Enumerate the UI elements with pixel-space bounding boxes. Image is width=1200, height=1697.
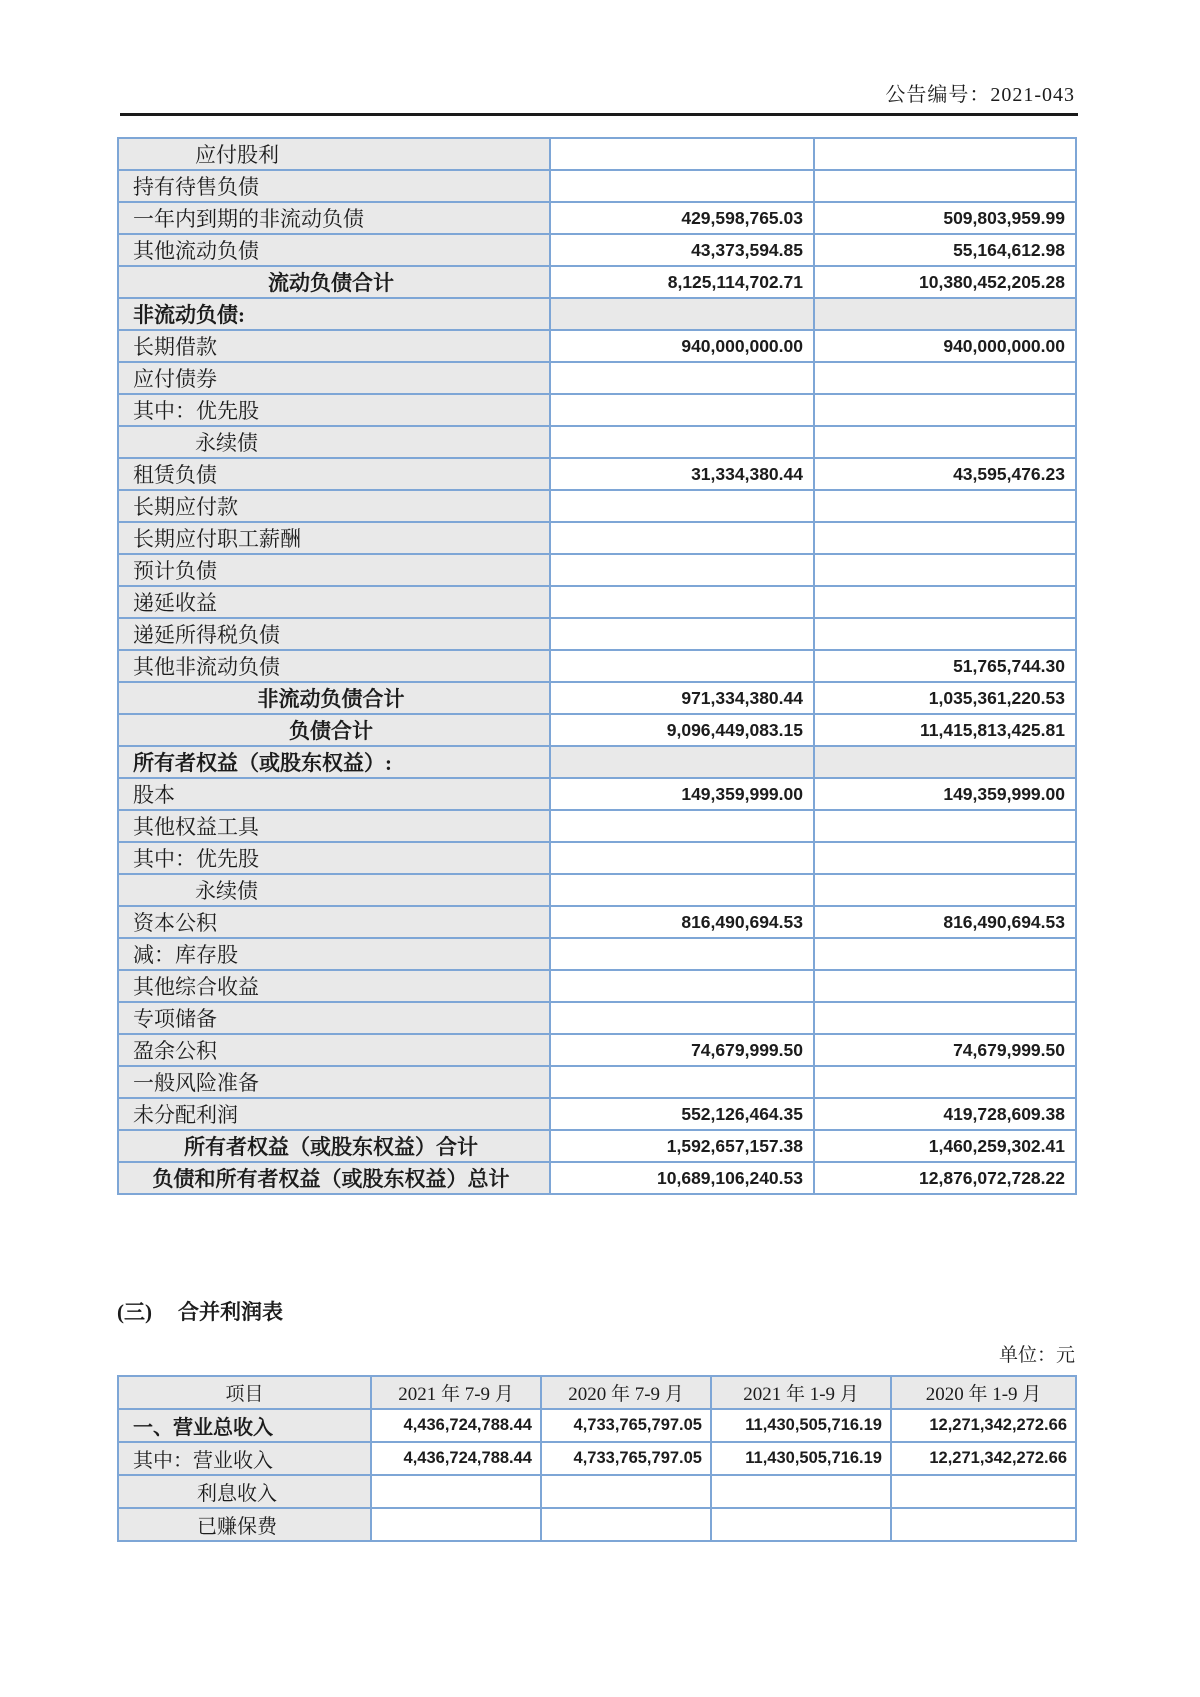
table-row — [118, 266, 1076, 298]
row-label: 长期借款 — [118, 330, 550, 362]
value-cell: 12,271,342,272.66 — [891, 1442, 1076, 1475]
table-row — [118, 714, 1076, 746]
row-label: 其他综合收益 — [118, 970, 550, 1002]
row-label: 非流动负债合计 — [118, 682, 550, 714]
value-prior-period: 51,765,744.30 — [814, 650, 1076, 682]
row-label: 应付股利 — [118, 138, 550, 170]
table-row — [118, 554, 1076, 586]
row-label: 资本公积 — [118, 906, 550, 938]
row-label: 利息收入 — [118, 1475, 371, 1508]
value-prior-period — [814, 586, 1076, 618]
table-row — [118, 1442, 1076, 1475]
row-label: 长期应付职工薪酬 — [118, 522, 550, 554]
table-row — [118, 842, 1076, 874]
table-row — [118, 746, 1076, 778]
table-row — [118, 426, 1076, 458]
value-current-period — [550, 298, 814, 330]
row-label: 专项储备 — [118, 1002, 550, 1034]
row-label: 所有者权益（或股东权益）: — [118, 746, 550, 778]
table-row — [118, 810, 1076, 842]
table-row — [118, 1508, 1076, 1541]
table-row — [118, 1034, 1076, 1066]
row-label: 一年内到期的非流动负债 — [118, 202, 550, 234]
value-current-period — [550, 426, 814, 458]
heading-number: (三) — [117, 1300, 152, 1324]
value-current-period — [550, 650, 814, 682]
row-label: 永续债 — [118, 874, 550, 906]
value-cell — [541, 1475, 711, 1508]
row-label: 其中：营业收入 — [118, 1442, 371, 1475]
value-prior-period: 816,490,694.53 — [814, 906, 1076, 938]
table-row — [118, 778, 1076, 810]
table-row — [118, 394, 1076, 426]
value-prior-period — [814, 490, 1076, 522]
value-prior-period: 419,728,609.38 — [814, 1098, 1076, 1130]
column-header-period: 2021 年 7-9 月 — [371, 1376, 541, 1409]
value-prior-period — [814, 554, 1076, 586]
income-statement-body — [118, 1409, 1076, 1541]
value-prior-period — [814, 1066, 1076, 1098]
row-label: 其中：优先股 — [118, 394, 550, 426]
value-current-period: 971,334,380.44 — [550, 682, 814, 714]
row-label: 一般风险准备 — [118, 1066, 550, 1098]
value-current-period — [550, 842, 814, 874]
table-row — [118, 618, 1076, 650]
value-prior-period: 509,803,959.99 — [814, 202, 1076, 234]
table-row — [118, 458, 1076, 490]
notice-number: 公告编号：2021-043 — [885, 84, 1075, 106]
value-prior-period: 12,876,072,728.22 — [814, 1162, 1076, 1194]
value-current-period — [550, 938, 814, 970]
value-prior-period — [814, 618, 1076, 650]
table-row — [118, 1098, 1076, 1130]
table-row — [118, 330, 1076, 362]
table-row — [118, 682, 1076, 714]
column-header-period: 2021 年 1-9 月 — [711, 1376, 891, 1409]
row-label: 流动负债合计 — [118, 266, 550, 298]
value-prior-period: 1,035,361,220.53 — [814, 682, 1076, 714]
row-label: 应付债券 — [118, 362, 550, 394]
value-cell: 4,436,724,788.44 — [371, 1442, 541, 1475]
header-rule-divider — [120, 113, 1078, 116]
row-label: 永续债 — [118, 426, 550, 458]
table-row — [118, 1130, 1076, 1162]
value-current-period — [550, 490, 814, 522]
value-cell — [711, 1475, 891, 1508]
income-header-row — [118, 1376, 1076, 1409]
table-row — [118, 202, 1076, 234]
row-label: 递延所得税负债 — [118, 618, 550, 650]
value-current-period — [550, 1066, 814, 1098]
value-cell: 11,430,505,716.19 — [711, 1409, 891, 1442]
value-current-period: 8,125,114,702.71 — [550, 266, 814, 298]
row-label: 未分配利润 — [118, 1098, 550, 1130]
heading-title: 合并利润表 — [178, 1300, 283, 1324]
value-prior-period — [814, 1002, 1076, 1034]
value-current-period — [550, 138, 814, 170]
value-current-period — [550, 618, 814, 650]
table-row — [118, 970, 1076, 1002]
table-row — [118, 874, 1076, 906]
value-prior-period — [814, 842, 1076, 874]
table-row — [118, 906, 1076, 938]
value-prior-period — [814, 874, 1076, 906]
value-cell: 4,733,765,797.05 — [541, 1442, 711, 1475]
value-prior-period: 11,415,813,425.81 — [814, 714, 1076, 746]
value-current-period — [550, 970, 814, 1002]
row-label: 预计负债 — [118, 554, 550, 586]
row-label: 递延收益 — [118, 586, 550, 618]
value-prior-period — [814, 362, 1076, 394]
value-prior-period: 149,359,999.00 — [814, 778, 1076, 810]
table-row — [118, 1162, 1076, 1194]
value-prior-period: 10,380,452,205.28 — [814, 266, 1076, 298]
value-prior-period: 43,595,476.23 — [814, 458, 1076, 490]
row-label: 盈余公积 — [118, 1034, 550, 1066]
row-label: 已赚保费 — [118, 1508, 371, 1541]
row-label: 其中：优先股 — [118, 842, 550, 874]
value-current-period: 1,592,657,157.38 — [550, 1130, 814, 1162]
value-current-period — [550, 746, 814, 778]
table-row — [118, 650, 1076, 682]
table-row — [118, 234, 1076, 266]
row-label: 其他非流动负债 — [118, 650, 550, 682]
value-current-period — [550, 874, 814, 906]
value-prior-period: 55,164,612.98 — [814, 234, 1076, 266]
value-current-period: 74,679,999.50 — [550, 1034, 814, 1066]
table-row — [118, 490, 1076, 522]
table-row — [118, 1409, 1076, 1442]
table-row — [118, 522, 1076, 554]
row-label: 一、营业总收入 — [118, 1409, 371, 1442]
value-current-period: 429,598,765.03 — [550, 202, 814, 234]
value-cell — [711, 1508, 891, 1541]
value-current-period — [550, 554, 814, 586]
value-current-period: 9,096,449,083.15 — [550, 714, 814, 746]
value-current-period — [550, 586, 814, 618]
table-row — [118, 1002, 1076, 1034]
row-label: 所有者权益（或股东权益）合计 — [118, 1130, 550, 1162]
value-prior-period — [814, 746, 1076, 778]
balance-sheet-table — [117, 137, 1077, 1195]
income-statement-table — [117, 1375, 1077, 1542]
value-prior-period — [814, 970, 1076, 1002]
unit-label: 单位：元 — [998, 1345, 1075, 1366]
value-current-period — [550, 522, 814, 554]
value-cell: 4,733,765,797.05 — [541, 1409, 711, 1442]
table-row — [118, 938, 1076, 970]
value-current-period — [550, 362, 814, 394]
value-cell — [891, 1475, 1076, 1508]
value-cell — [541, 1508, 711, 1541]
value-current-period — [550, 810, 814, 842]
value-prior-period — [814, 394, 1076, 426]
value-prior-period — [814, 298, 1076, 330]
row-label: 长期应付款 — [118, 490, 550, 522]
value-prior-period: 1,460,259,302.41 — [814, 1130, 1076, 1162]
value-prior-period — [814, 138, 1076, 170]
table-row — [118, 170, 1076, 202]
value-prior-period — [814, 170, 1076, 202]
value-cell — [371, 1508, 541, 1541]
row-label: 减：库存股 — [118, 938, 550, 970]
value-current-period — [550, 170, 814, 202]
table-row — [118, 586, 1076, 618]
table-row — [118, 362, 1076, 394]
row-label: 其他权益工具 — [118, 810, 550, 842]
table-row — [118, 138, 1076, 170]
value-prior-period — [814, 426, 1076, 458]
value-current-period: 940,000,000.00 — [550, 330, 814, 362]
value-current-period: 31,334,380.44 — [550, 458, 814, 490]
row-label: 股本 — [118, 778, 550, 810]
income-statement-heading — [117, 1296, 283, 1326]
column-header-period: 2020 年 7-9 月 — [541, 1376, 711, 1409]
value-cell: 11,430,505,716.19 — [711, 1442, 891, 1475]
value-current-period — [550, 1002, 814, 1034]
value-cell — [371, 1475, 541, 1508]
value-prior-period — [814, 522, 1076, 554]
value-prior-period — [814, 810, 1076, 842]
value-prior-period: 74,679,999.50 — [814, 1034, 1076, 1066]
value-prior-period: 940,000,000.00 — [814, 330, 1076, 362]
table-row — [118, 298, 1076, 330]
value-current-period: 43,373,594.85 — [550, 234, 814, 266]
value-prior-period — [814, 938, 1076, 970]
row-label: 负债合计 — [118, 714, 550, 746]
value-current-period: 10,689,106,240.53 — [550, 1162, 814, 1194]
table-row — [118, 1066, 1076, 1098]
row-label: 持有待售负债 — [118, 170, 550, 202]
row-label: 其他流动负债 — [118, 234, 550, 266]
value-cell: 4,436,724,788.44 — [371, 1409, 541, 1442]
column-header-item: 项目 — [118, 1376, 371, 1409]
row-label: 负债和所有者权益（或股东权益）总计 — [118, 1162, 550, 1194]
balance-sheet-body — [118, 138, 1076, 1194]
column-header-period: 2020 年 1-9 月 — [891, 1376, 1076, 1409]
value-current-period — [550, 394, 814, 426]
row-label: 租赁负债 — [118, 458, 550, 490]
value-current-period: 149,359,999.00 — [550, 778, 814, 810]
value-current-period: 816,490,694.53 — [550, 906, 814, 938]
value-cell — [891, 1508, 1076, 1541]
row-label: 非流动负债: — [118, 298, 550, 330]
value-current-period: 552,126,464.35 — [550, 1098, 814, 1130]
table-row — [118, 1475, 1076, 1508]
value-cell: 12,271,342,272.66 — [891, 1409, 1076, 1442]
